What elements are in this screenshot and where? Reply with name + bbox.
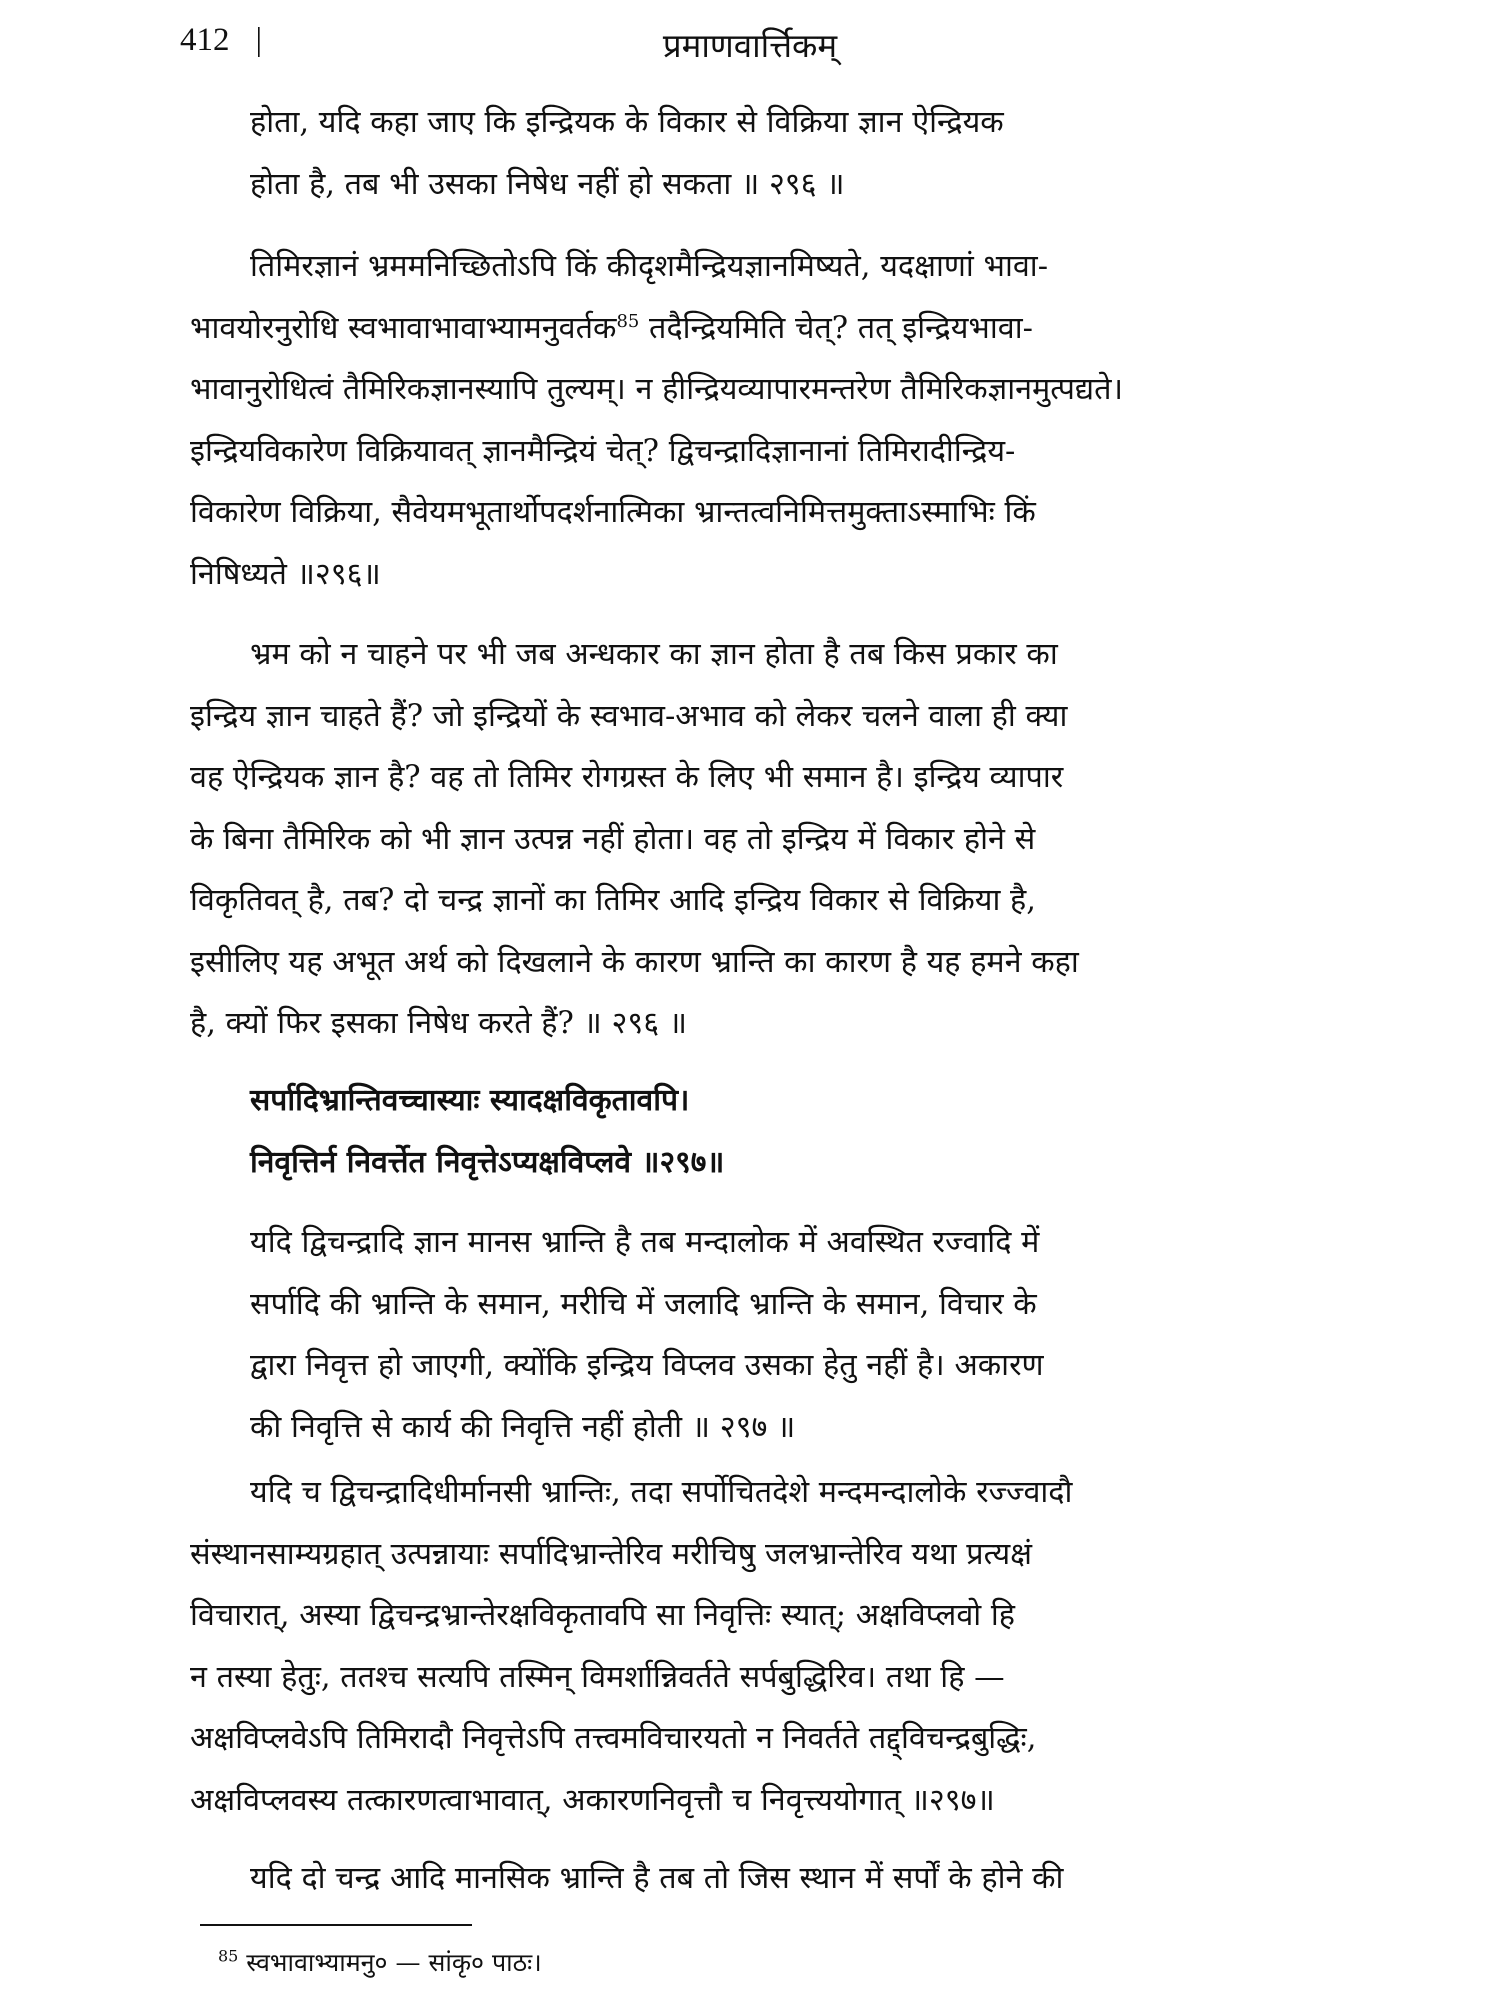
- footnote-text: स्वभावाभ्यामनु० — सांकृ० पाठः।: [238, 1948, 542, 1977]
- running-title: प्रमाणवार्त्तिकम्: [662, 26, 838, 65]
- text-line: अक्षविप्लवस्य तत्कारणत्वाभावात्, अकारणनिवृत्तौ च निवृत्त्ययोगात् ॥२९७॥: [190, 1782, 995, 1818]
- text-line: सर्पादि की भ्रान्ति के समान, मरीचि में जलादि भ्रान्ति के समान, विचार के: [250, 1286, 1037, 1322]
- sanskrit-commentary-2: [190, 1462, 1320, 1831]
- text-segment: भावयोरनुरोधि स्वभावाभावाभ्यामनुवर्तक: [190, 310, 617, 346]
- text-line: के बिना तैमिरिक को भी ज्ञान उत्पन्न नहीं होता। वह तो इन्द्रिय में विकार होने से: [190, 821, 1036, 857]
- hindi-paragraph-1: [250, 92, 1280, 215]
- footnote-rule: [200, 1924, 472, 1926]
- hindi-paragraph-3: [250, 1212, 1290, 1458]
- page-header: [180, 22, 1320, 82]
- text-line: भ्रम को न चाहने पर भी जब अन्धकार का ज्ञान होता है तब किस प्रकार का: [250, 637, 1058, 672]
- verse-line: सर्पादिभ्रान्तिवच्चास्याः स्यादक्षविकृतावपि।: [250, 1083, 690, 1118]
- text-line: इन्द्रियविकारेण विक्रियावत् ज्ञानमैन्द्रियं चेत्? द्विचन्द्रादिज्ञानानां तिमिरादीन्द्रिय-: [190, 433, 1016, 469]
- text-line: [190, 298, 1320, 360]
- text-line: की निवृत्ति से कार्य की निवृत्ति नहीं होती ॥ २९७ ॥: [250, 1409, 796, 1445]
- text-line: विकारेण विक्रिया, सैवेयमभूतार्थोपदर्शनात्मिका भ्रान्तत्वनिमित्तमुक्ताऽस्माभिः किं: [190, 495, 1036, 530]
- text-line: यदि दो चन्द्र आदि मानसिक भ्रान्ति है तब तो जिस स्थान में सर्पों के होने की: [250, 1861, 1064, 1896]
- text-line: इन्द्रिय ज्ञान चाहते हैं? जो इन्द्रियों के स्वभाव-अभाव को लेकर चलने वाला ही क्या: [190, 698, 1068, 734]
- verse-line: निवृत्तिर्न निवर्त्तेत निवृत्तेऽप्यक्षविप्लवे ॥२९७॥: [250, 1144, 725, 1180]
- footnote: [218, 1946, 542, 1980]
- text-line: विचारात्, अस्या द्विचन्द्रभ्रान्तेरक्षविकृतावपि सा निवृत्तिः स्यात्; अक्षविप्लवो हि: [190, 1598, 1015, 1633]
- footnote-marker: 85: [218, 1946, 239, 1966]
- hindi-paragraph-4: [190, 1848, 1320, 1910]
- verse-297: [250, 1070, 1150, 1193]
- text-line: न तस्या हेतुः, ततश्च सत्यपि तस्मिन् विमर्शान्निवर्तते सर्पबुद्धिरिव। तथा हि —: [190, 1659, 1005, 1695]
- text-line: होता, यदि कहा जाए कि इन्द्रियक के विकार से विक्रिया ज्ञान ऐन्द्रियक: [250, 105, 1004, 140]
- text-line: संस्थानसाम्यग्रहात् उत्पन्नायाः सर्पादिभ्रान्तेरिव मरीचिषु जलभ्रान्तेरिव यथा प्रत्यक्षं: [190, 1536, 1033, 1572]
- text-line: भावानुरोधित्वं तैमिरिकज्ञानस्यापि तुल्यम्। न हीन्द्रियव्यापारमन्तरेण तैमिरिकज्ञानमुत्पद्यते।: [190, 372, 1124, 407]
- text-line: तिमिरज्ञानं भ्रममनिच्छितोऽपि किं कीदृशमैन्द्रियज्ञानमिष्यते, यदक्षाणां भावा-: [250, 249, 1049, 284]
- text-line: अक्षविप्लवेऽपि तिमिरादौ निवृत्तेऽपि तत्त्वमविचारयतो न निवर्तते तद्द्विचन्द्रबुद्धिः,: [190, 1721, 1037, 1756]
- sanskrit-commentary-1: [190, 236, 1320, 605]
- header-separator: |: [255, 22, 263, 58]
- text-line: होता है, तब भी उसका निषेध नहीं हो सकता ॥ २९६ ॥: [250, 166, 845, 202]
- text-line: यदि द्विचन्द्रादि ज्ञान मानस भ्रान्ति है तब मन्दालोक में अवस्थित रज्वादि में: [250, 1225, 1040, 1260]
- text-line: है, क्यों फिर इसका निषेध करते हैं? ॥ २९६ ॥: [190, 1006, 688, 1041]
- text-line: वह ऐन्द्रियक ज्ञान है? वह तो तिमिर रोगग्रस्त के लिए भी समान है। इन्द्रिय व्यापार: [190, 760, 1064, 795]
- text-segment: तदैन्द्रियमिति चेत्? तत् इन्द्रियभावा-: [639, 310, 1033, 346]
- text-line: द्वारा निवृत्त हो जाएगी, क्योंकि इन्द्रिय विप्लव उसका हेतु नहीं है। अकारण: [250, 1348, 1044, 1383]
- text-line: विकृतिवत् है, तब? दो चन्द्र ज्ञानों का तिमिर आदि इन्द्रिय विकार से विक्रिया है,: [190, 883, 1036, 918]
- hindi-paragraph-2: [190, 624, 1320, 1055]
- footnote-ref: 85: [616, 310, 640, 332]
- text-line: निषिध्यते ॥२९६॥: [190, 556, 381, 592]
- text-line: इसीलिए यह अभूत अर्थ को दिखलाने के कारण भ्रान्ति का कारण है यह हमने कहा: [190, 944, 1079, 980]
- page-number-text: 412: [180, 22, 230, 58]
- text-line: यदि च द्विचन्द्रादिधीर्मानसी भ्रान्तिः, तदा सर्पोचितदेशे मन्दमन्दालोके रज्ज्वादौ: [250, 1475, 1073, 1510]
